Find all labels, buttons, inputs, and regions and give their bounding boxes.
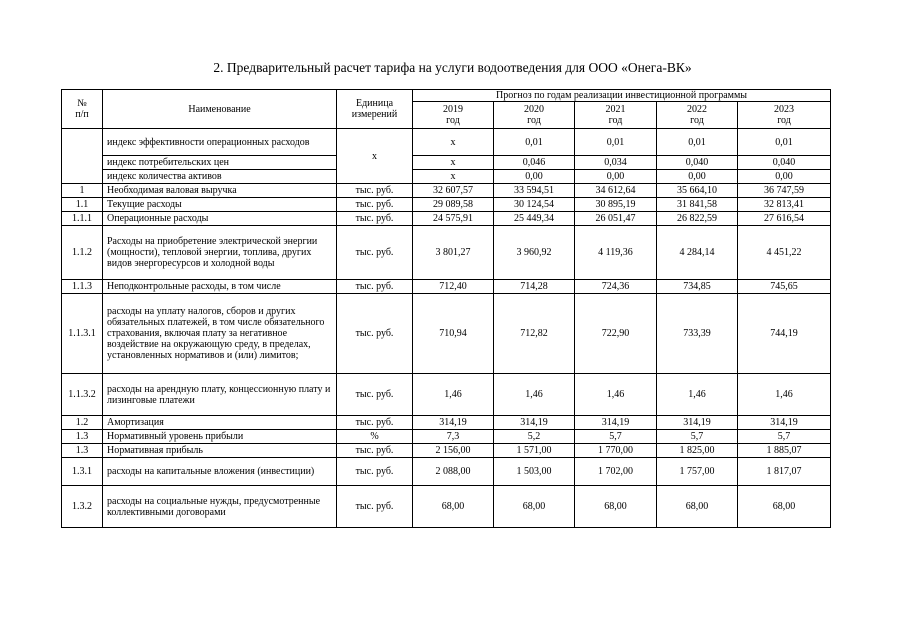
row-value: 5,2: [494, 430, 575, 444]
row-value: 68,00: [657, 486, 738, 528]
row-name: расходы на арендную плату, концессионную плату и лизинговые платежи: [103, 374, 337, 416]
row-unit: тыс. руб.: [337, 458, 413, 486]
row-value: 1 702,00: [575, 458, 657, 486]
row-num: 1: [62, 184, 103, 198]
row-name: Расходы на приобретение электрической энергии (мощности), тепловой энергии, топлива, других видов энергоресурсов и холодной воды: [103, 226, 337, 280]
table-row: [62, 156, 831, 170]
table-row: [62, 374, 831, 416]
row-value: 712,82: [494, 294, 575, 374]
row-unit: тыс. руб.: [337, 416, 413, 430]
row-value: 5,7: [657, 430, 738, 444]
header-forecast: Прогноз по годам реализации инвестиционной программы: [413, 90, 831, 102]
row-name: Неподконтрольные расходы, в том числе: [103, 280, 337, 294]
row-name: индекс количества активов: [103, 170, 337, 184]
row-value: 734,85: [657, 280, 738, 294]
row-value: 3 801,27: [413, 226, 494, 280]
row-name: расходы на уплату налогов, сборов и других обязательных платежей, в том числе обязательного страхования, включая плату за негативное воздействие на окружающую среду, в пределах, установленных нормативов и (или) лимитов;: [103, 294, 337, 374]
table-row: [62, 198, 831, 212]
row-unit: тыс. руб.: [337, 294, 413, 374]
row-unit: %: [337, 430, 413, 444]
row-value: 1 885,07: [738, 444, 831, 458]
header-num: № п/п: [62, 90, 103, 129]
row-value: 32 607,57: [413, 184, 494, 198]
row-value: 7,3: [413, 430, 494, 444]
row-value: 314,19: [413, 416, 494, 430]
table-row: [62, 280, 831, 294]
row-value: 0,040: [657, 156, 738, 170]
row-value: 722,90: [575, 294, 657, 374]
row-value: 1,46: [575, 374, 657, 416]
row-value: 29 089,58: [413, 198, 494, 212]
row-value: 0,01: [494, 129, 575, 156]
row-value: 0,00: [575, 170, 657, 184]
row-value: 314,19: [738, 416, 831, 430]
row-value: 712,40: [413, 280, 494, 294]
row-unit: тыс. руб.: [337, 184, 413, 198]
row-unit: тыс. руб.: [337, 198, 413, 212]
row-name: индекс потребительских цен: [103, 156, 337, 170]
row-value: 314,19: [657, 416, 738, 430]
table-row: [62, 430, 831, 444]
table-row: [62, 212, 831, 226]
row-value: 30 124,54: [494, 198, 575, 212]
row-value: х: [413, 129, 494, 156]
row-value: 1 825,00: [657, 444, 738, 458]
row-unit: х: [337, 129, 413, 184]
row-unit: тыс. руб.: [337, 226, 413, 280]
row-value: 733,39: [657, 294, 738, 374]
row-num: 1.3.1: [62, 458, 103, 486]
row-num: [62, 129, 103, 184]
row-value: 0,01: [657, 129, 738, 156]
table-row: [62, 444, 831, 458]
row-num: 1.2: [62, 416, 103, 430]
row-value: 1 770,00: [575, 444, 657, 458]
row-value: 30 895,19: [575, 198, 657, 212]
row-value: 4 284,14: [657, 226, 738, 280]
row-num: 1.1.2: [62, 226, 103, 280]
row-value: 1,46: [413, 374, 494, 416]
row-name: Амортизация: [103, 416, 337, 430]
row-name: Нормативная прибыль: [103, 444, 337, 458]
table-row: [62, 129, 831, 156]
row-value: 1 757,00: [657, 458, 738, 486]
row-value: 34 612,64: [575, 184, 657, 198]
header-year: 2019 год: [413, 102, 494, 129]
row-value: 3 960,92: [494, 226, 575, 280]
row-value: 0,046: [494, 156, 575, 170]
row-value: 68,00: [413, 486, 494, 528]
row-value: 31 841,58: [657, 198, 738, 212]
row-value: 745,65: [738, 280, 831, 294]
row-unit: тыс. руб.: [337, 374, 413, 416]
row-value: 0,00: [494, 170, 575, 184]
row-value: 0,01: [738, 129, 831, 156]
row-value: 36 747,59: [738, 184, 831, 198]
header-unit: Единица измерений: [337, 90, 413, 129]
row-num: 1.1.1: [62, 212, 103, 226]
row-value: 1,46: [657, 374, 738, 416]
row-value: 35 664,10: [657, 184, 738, 198]
table-row: [62, 184, 831, 198]
row-unit: тыс. руб.: [337, 444, 413, 458]
row-value: 314,19: [575, 416, 657, 430]
header-year: 2023 год: [738, 102, 831, 129]
row-value: 1,46: [494, 374, 575, 416]
row-name: индекс эффективности операционных расходов: [103, 129, 337, 156]
row-value: 1 571,00: [494, 444, 575, 458]
row-num: 1.3.2: [62, 486, 103, 528]
row-value: 1 817,07: [738, 458, 831, 486]
row-unit: тыс. руб.: [337, 280, 413, 294]
row-value: 1,46: [738, 374, 831, 416]
table-row: [62, 170, 831, 184]
tariff-table: [61, 89, 831, 528]
header-year: 2021 год: [575, 102, 657, 129]
row-value: 314,19: [494, 416, 575, 430]
row-value: 724,36: [575, 280, 657, 294]
row-value: 68,00: [494, 486, 575, 528]
row-value: 25 449,34: [494, 212, 575, 226]
table-row: [62, 416, 831, 430]
row-value: 24 575,91: [413, 212, 494, 226]
row-value: 26 822,59: [657, 212, 738, 226]
table-row: [62, 294, 831, 374]
row-name: Нормативный уровень прибыли: [103, 430, 337, 444]
table-row: [62, 458, 831, 486]
row-value: 33 594,51: [494, 184, 575, 198]
row-value: 68,00: [738, 486, 831, 528]
row-num: 1.1: [62, 198, 103, 212]
header-year: 2020 год: [494, 102, 575, 129]
row-value: х: [413, 170, 494, 184]
row-value: 32 813,41: [738, 198, 831, 212]
row-value: 0,00: [657, 170, 738, 184]
row-name: Текущие расходы: [103, 198, 337, 212]
row-num: 1.3: [62, 430, 103, 444]
row-value: 5,7: [738, 430, 831, 444]
row-value: 0,034: [575, 156, 657, 170]
row-value: 2 088,00: [413, 458, 494, 486]
row-value: 68,00: [575, 486, 657, 528]
row-value: 0,01: [575, 129, 657, 156]
row-value: 4 119,36: [575, 226, 657, 280]
header-name: Наименование: [103, 90, 337, 129]
row-num: 1.1.3.2: [62, 374, 103, 416]
row-value: х: [413, 156, 494, 170]
row-value: 26 051,47: [575, 212, 657, 226]
row-value: 4 451,22: [738, 226, 831, 280]
row-name: Операционные расходы: [103, 212, 337, 226]
row-value: 27 616,54: [738, 212, 831, 226]
table-row: [62, 486, 831, 528]
row-value: 714,28: [494, 280, 575, 294]
header-year: 2022 год: [657, 102, 738, 129]
row-value: 0,00: [738, 170, 831, 184]
row-unit: тыс. руб.: [337, 212, 413, 226]
row-value: 1 503,00: [494, 458, 575, 486]
table-row: [62, 226, 831, 280]
document-title: 2. Предварительный расчет тарифа на услуги водоотведения для ООО «Онега-ВК»: [213, 60, 692, 75]
row-value: 710,94: [413, 294, 494, 374]
row-value: 2 156,00: [413, 444, 494, 458]
row-num: 1.1.3.1: [62, 294, 103, 374]
row-name: Необходимая валовая выручка: [103, 184, 337, 198]
row-name: расходы на капитальные вложения (инвестиции): [103, 458, 337, 486]
row-unit: тыс. руб.: [337, 486, 413, 528]
row-name: расходы на социальные нужды, предусмотренные коллективными договорами: [103, 486, 337, 528]
row-value: 744,19: [738, 294, 831, 374]
row-value: 0,040: [738, 156, 831, 170]
row-value: 5,7: [575, 430, 657, 444]
row-num: 1.3: [62, 444, 103, 458]
row-num: 1.1.3: [62, 280, 103, 294]
